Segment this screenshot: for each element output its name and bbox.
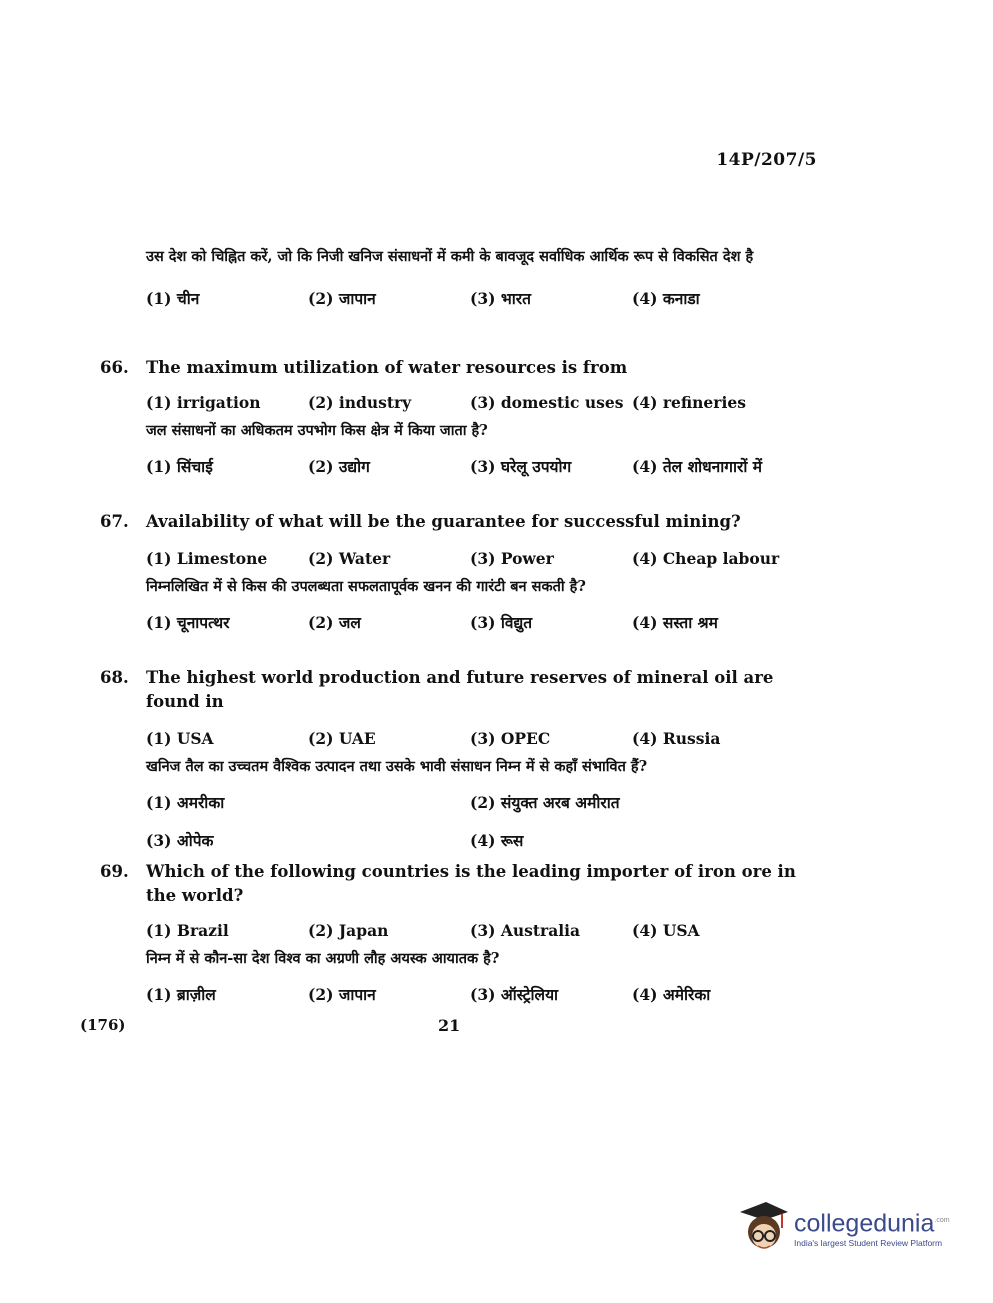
paper-code: 14P/207/5 xyxy=(716,150,817,170)
q67-option-3: (3) Power xyxy=(470,549,554,568)
q67-option-hi-2: (2) जल xyxy=(308,613,361,632)
question-66-text: The maximum utilization of water resources is from xyxy=(146,358,628,377)
question-69-hindi-options xyxy=(146,984,830,1006)
question-69 xyxy=(100,860,830,1006)
q66-option-4: (4) refineries xyxy=(632,393,746,412)
question-69-number: 69. xyxy=(100,862,129,881)
question-68-text: The highest world production and future reserves of mineral oil are found in xyxy=(146,668,774,711)
question-66 xyxy=(100,356,830,478)
question-66-hindi: जल संसाधनों का अधिकतम उपभोग किस क्षेत्र में किया जाता है? xyxy=(146,422,488,439)
q69-option-hi-4: (4) अमेरिका xyxy=(632,985,711,1004)
question-65-hindi-options xyxy=(146,288,830,310)
q66-option-3: (3) domestic uses xyxy=(470,393,624,412)
question-67-hindi: निम्नलिखित में से किस की उपलब्धता सफलतापूर्वक खनन की गारंटी बन सकती है? xyxy=(146,578,586,595)
q65-option-hi-1: (1) चीन xyxy=(146,289,200,308)
question-65-hindi: उस देश को चिह्नित करें, जो कि निजी खनिज संसाधनों में कमी के बावजूद सर्वाधिक आर्थिक रूप से विकसित देश है xyxy=(146,248,754,265)
question-69-options xyxy=(146,920,830,942)
question-67-text: Availability of what will be the guarantee for successful mining? xyxy=(146,512,741,531)
question-66-options xyxy=(146,392,830,414)
q69-option-hi-3: (3) ऑस्ट्रेलिया xyxy=(470,985,559,1004)
q68-option-3: (3) OPEC xyxy=(470,729,551,748)
q69-option-4: (4) USA xyxy=(632,921,700,940)
q67-option-2: (2) Water xyxy=(308,549,391,568)
question-69-hindi: निम्न में से कौन-सा देश विश्व का अग्रणी लौह अयस्क आयातक है? xyxy=(146,950,500,967)
question-68-number: 68. xyxy=(100,668,129,687)
q66-option-hi-4: (4) तेल शोधनागारों में xyxy=(632,457,763,476)
question-68-hindi-options-row1 xyxy=(146,792,830,814)
q67-option-hi-1: (1) चूनापत्थर xyxy=(146,613,230,632)
question-66-number: 66. xyxy=(100,358,129,377)
question-68-hindi-options-row2 xyxy=(146,830,830,852)
q65-option-hi-3: (3) भारत xyxy=(470,289,531,308)
q66-option-1: (1) irrigation xyxy=(146,393,261,412)
question-67 xyxy=(100,510,830,634)
q66-option-2: (2) industry xyxy=(308,393,412,412)
question-67-number: 67. xyxy=(100,512,129,531)
q69-option-hi-2: (2) जापान xyxy=(308,985,376,1004)
q67-option-hi-3: (3) विद्युत xyxy=(470,613,533,632)
q68-option-2: (2) UAE xyxy=(308,729,376,748)
footer-code: (176) xyxy=(80,1016,126,1034)
q68-option-hi-2: (2) संयुक्त अरब अमीरात xyxy=(470,793,620,812)
q69-option-3: (3) Australia xyxy=(470,921,581,940)
q67-option-4: (4) Cheap labour xyxy=(632,549,780,568)
q69-option-1: (1) Brazil xyxy=(146,921,229,940)
q66-option-hi-3: (3) घरेलू उपयोग xyxy=(470,457,572,476)
q68-option-hi-1: (1) अमरीका xyxy=(146,793,225,812)
question-68 xyxy=(100,666,830,852)
q69-option-2: (2) Japan xyxy=(308,921,389,940)
question-66-hindi-options xyxy=(146,456,830,478)
question-69-text: Which of the following countries is the leading importer of iron ore in the world? xyxy=(146,862,796,905)
q66-option-hi-2: (2) उद्योग xyxy=(308,457,370,476)
logo-tld: .com xyxy=(934,1216,950,1224)
q66-option-hi-1: (1) सिंचाई xyxy=(146,457,213,476)
page-number: 21 xyxy=(438,1016,461,1035)
mascot-icon xyxy=(736,1198,790,1258)
q69-option-hi-1: (1) ब्राज़ील xyxy=(146,985,216,1004)
q67-option-1: (1) Limestone xyxy=(146,549,268,568)
question-68-options xyxy=(146,728,830,750)
q68-option-hi-4: (4) रूस xyxy=(470,831,524,850)
question-67-hindi-options xyxy=(146,612,830,634)
logo-wordmark: collegedunia xyxy=(794,1209,935,1238)
logo-tagline: India's largest Student Review Platform xyxy=(794,1238,943,1249)
q68-option-1: (1) USA xyxy=(146,729,214,748)
q67-option-hi-4: (4) सस्ता श्रम xyxy=(632,613,718,632)
q68-option-4: (4) Russia xyxy=(632,729,721,748)
q68-option-hi-3: (3) ओपेक xyxy=(146,831,214,850)
question-65-hindi-block xyxy=(100,246,830,310)
question-68-hindi: खनिज तैल का उच्चतम वैश्विक उत्पादन तथा उसके भावी संसाधन निम्न में से कहाँ संभावित हैं? xyxy=(146,758,648,775)
collegedunia-logo xyxy=(736,1196,966,1260)
q65-option-hi-4: (4) कनाडा xyxy=(632,289,700,308)
question-67-options xyxy=(146,548,830,570)
q65-option-hi-2: (2) जापान xyxy=(308,289,376,308)
